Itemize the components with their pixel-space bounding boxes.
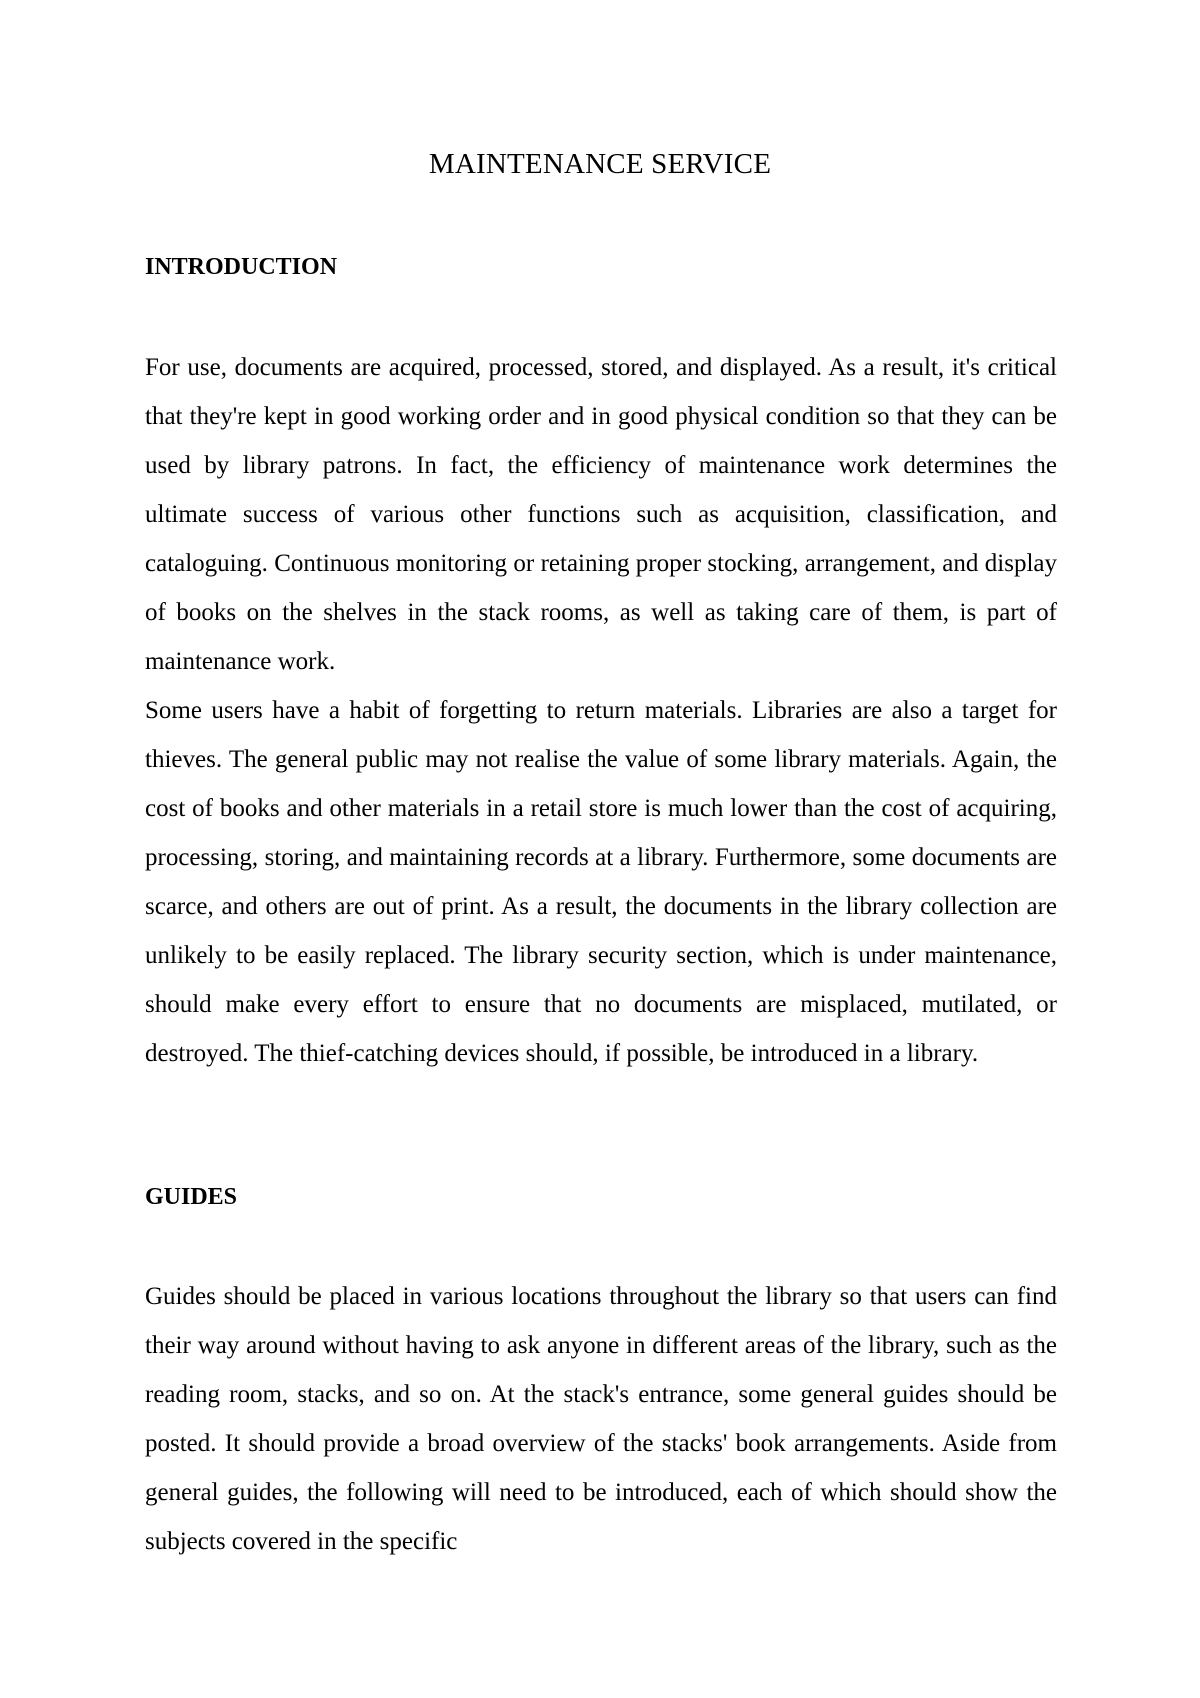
section-body-guides [145,1272,1057,1566]
paragraph-introduction-2: Some users have a habit of forgetting to return materials. Libraries are also a target for thieves. The general public may not realise the value of some library materials. Again, the cost of books and other materials in a retail store is much lower than the cost of acquiring, processing, storing, and maintaining records at a library. Furthermore, some documents are scarce, and others are out of print. As a result, the documents in the library collection are unlikely to be easily replaced. The library security section, which is under maintenance, should make every effort to ensure that no documents are misplaced, mutilated, or destroyed. The thief-catching devices should, if possible, be introduced in a library. [145,697,1057,1067]
paragraph-introduction-1: For use, documents are acquired, processed, stored, and displayed. As a result, it's critical that they're kept in good working order and in good physical condition so that they can be used by library patrons. In fact, the efficiency of maintenance work determines the ultimate success of various other functions such as acquisition, classification, and cataloguing. Continuous monitoring or retaining proper stocking, arrangement, and display of books on the shelves in the stack rooms, as well as taking care of them, is part of maintenance work. [145,354,1057,675]
section-heading-guides: GUIDES [145,1184,238,1210]
section-heading-introduction: INTRODUCTION [145,254,338,280]
section-body-introduction [145,343,1057,1078]
document-title: MAINTENANCE SERVICE [428,148,772,180]
paragraph-guides-1: Guides should be placed in various locations throughout the library so that users can find their way around without having to ask anyone in different areas of the library, such as the reading room, stacks, and so on. At the stack's entrance, some general guides should be posted. It should provide a broad overview of the stacks' book arrangements. Aside from general guides, the following will need to be introduced, each of which should show the subjects covered in the specific [145,1283,1057,1555]
